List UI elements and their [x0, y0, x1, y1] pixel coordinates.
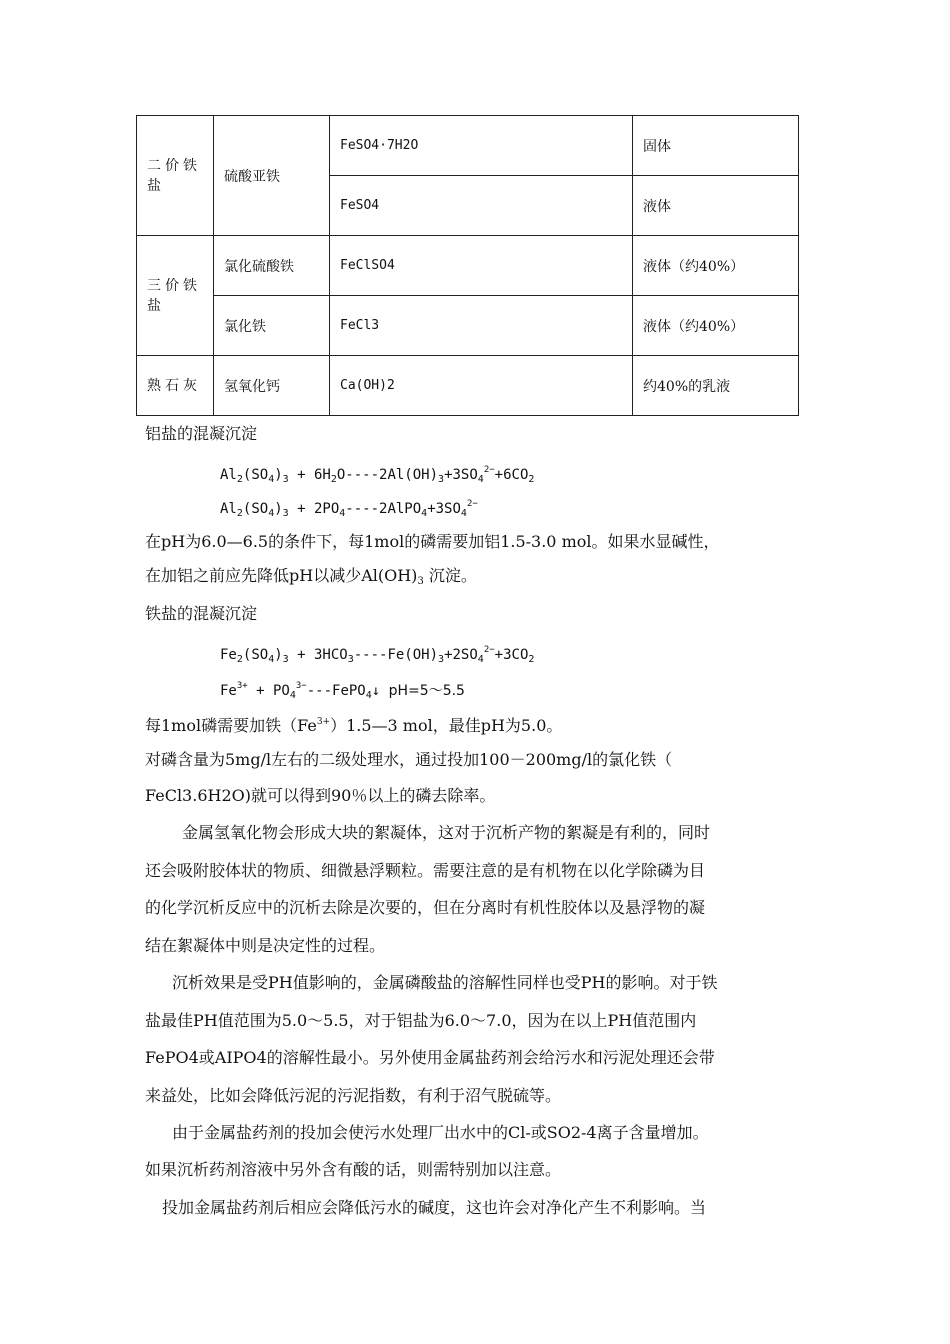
- form-cell: 液体: [633, 176, 799, 236]
- group-cell: 三价铁盐: [137, 236, 214, 356]
- paragraph-1-line-1: 对磷含量为5mg/l左右的二级处理水，通过投加100－200mg/l的氯化铁（: [145, 750, 673, 769]
- iron-heading: 铁盐的混凝沉淀: [145, 604, 258, 623]
- aluminum-note-2b: 沉淀。: [428, 566, 477, 585]
- group-cell: 熟石灰: [137, 356, 214, 416]
- table-row: [137, 296, 799, 356]
- iron-equation-2: $Fe^{3+}$ + $PO_4^{3-}---FePO_4↓$ pH=5～5.5: [220, 681, 465, 701]
- formula-cell: FeClSO4: [330, 236, 633, 296]
- iron-equation-1: $Fe_2(SO_4)_3 + 3HCO_3----Fe(OH)_3+2SO_4^{2-}+3CO_2$: [220, 645, 535, 665]
- aluminum-heading: 铝盐的混凝沉淀: [145, 424, 258, 443]
- formula-cell: FeCl3: [330, 296, 633, 356]
- paragraph-2-line-1: 金属氢氧化物会形成大块的絮凝体，这对于沉析产物的絮凝是有利的，同时: [182, 823, 711, 842]
- iron-ph-range: pH=5～5.5: [388, 683, 465, 699]
- paragraph-5-line-1: 投加金属盐药剂后相应会降低污水的碱度，这也许会对净化产生不利影响。当: [162, 1198, 707, 1217]
- paragraph-3-line-3: FePO4或AIPO4的溶解性最小。另外使用金属盐药剂会给污水和污泥处理还会带: [145, 1048, 715, 1067]
- paragraph-4-line-1: 由于金属盐药剂的投加会使污水处理厂出水中的Cl-或SO2-4离子含量增加。: [172, 1123, 709, 1142]
- form-cell: 液体（约40%）: [633, 236, 799, 296]
- formula-cell: Ca(OH)2: [330, 356, 633, 416]
- formula-cell: FeSO4: [330, 176, 633, 236]
- form-cell: 液体（约40%）: [633, 296, 799, 356]
- iron-note-a: 每1mol磷需要加铁（Fe: [145, 716, 317, 735]
- paragraph-3-line-2: 盐最佳PH值范围为5.0～5.5，对于铝盐为6.0～7.0，因为在以上PH值范围内: [145, 1011, 697, 1030]
- table-row: [137, 236, 799, 296]
- paragraph-2-line-4: 结在絮凝体中则是决定性的过程。: [145, 936, 386, 955]
- paragraph-3-line-4: 来益处，比如会降低污泥的污泥指数，有利于沼气脱硫等。: [145, 1086, 562, 1105]
- table-row: [137, 116, 799, 176]
- paragraph-2-line-2: 还会吸附胶体状的物质、细微悬浮颗粒。需要注意的是有机物在以化学除磷为目: [145, 861, 706, 880]
- iron-note: 每1mol磷需要加铁$(Fe^{3+})1.5—3$ mol，最佳pH为5.0。: [145, 716, 563, 735]
- name-cell: 硫酸亚铁: [214, 116, 330, 236]
- iron-note-b: ）1.5—3 mol，最佳pH为5.0。: [330, 716, 563, 735]
- form-cell: 固体: [633, 116, 799, 176]
- paragraph-3-line-1: 沉析效果是受PH值影响的，金属磷酸盐的溶解性同样也受PH的影响。对于铁: [172, 973, 718, 992]
- form-cell: 约40%的乳液: [633, 356, 799, 416]
- paragraph-2-line-3: 的化学沉析反应中的沉析去除是次要的，但在分离时有机性胶体以及悬浮物的凝: [145, 898, 706, 917]
- name-cell: 氯化硫酸铁: [214, 236, 330, 296]
- group-cell: 二价铁盐: [137, 116, 214, 236]
- table-row: [137, 356, 799, 416]
- name-cell: 氯化铁: [214, 296, 330, 356]
- paragraph-1-line-2: FeCl3.6H2O)就可以得到90％以上的磷去除率。: [145, 786, 496, 805]
- precipitant-table: [136, 115, 799, 416]
- paragraph-4-line-2: 如果沉析药剂溶液中另外含有酸的话，则需特别加以注意。: [145, 1160, 562, 1179]
- aluminum-equation-1: $Al_2(SO_4)_3 + 6H_2O----2Al(OH)_3+3SO_4^{2-}+6CO_2$: [220, 465, 535, 485]
- aluminum-note-2a: 在加铝之前应先降低pH以减少Al(OH): [145, 566, 418, 585]
- name-cell: 氢氧化钙: [214, 356, 330, 416]
- aluminum-equation-2: $Al_2(SO_4)_3$ + $2PO_4----2AlPO_4+3SO_4^{2-}$: [220, 499, 478, 519]
- aluminum-note-2: 在加铝之前应先降低pH以减少$Al(OH)_3$ 沉淀。: [145, 566, 477, 587]
- formula-cell: FeSO4·7H2O: [330, 116, 633, 176]
- aluminum-note: 在pH为6.0—6.5的条件下，每1mol的磷需要加铝1.5-3.0 mol。如果水显碱性，: [145, 532, 720, 551]
